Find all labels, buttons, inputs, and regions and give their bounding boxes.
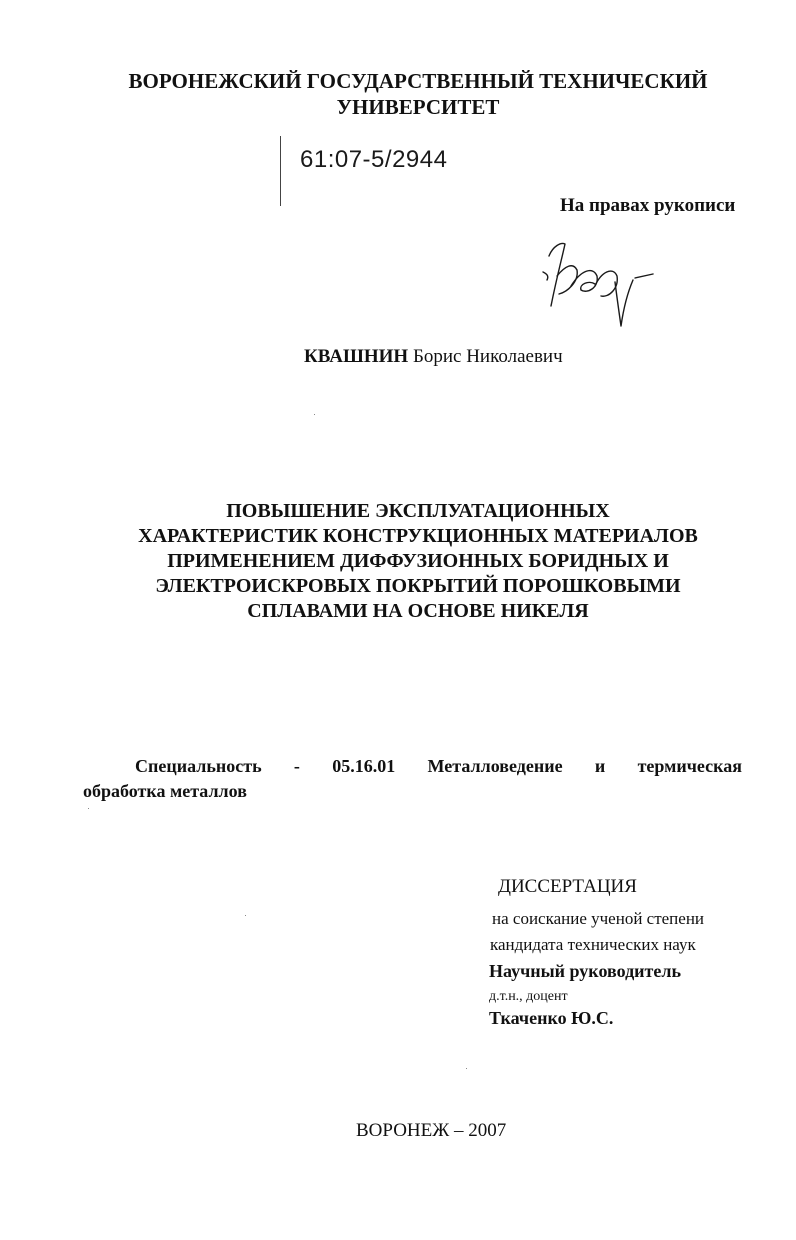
scan-speck	[314, 414, 315, 415]
supervisor-title: д.т.н., доцент	[489, 989, 568, 1004]
signature-image	[535, 236, 675, 332]
supervisor-label: Научный руководитель	[489, 961, 681, 981]
specialty-label: Специальность	[135, 756, 262, 776]
title-line: ЭЛЕКТРОИСКРОВЫХ ПОКРЫТИЙ ПОРОШКОВЫМИ	[155, 575, 681, 597]
university-line-1: ВОРОНЕЖСКИЙ ГОСУДАРСТВЕННЫЙ ТЕХНИЧЕСКИЙ	[128, 69, 708, 93]
scan-speck	[245, 915, 246, 916]
author-given-names: Борис Николаевич	[412, 346, 563, 367]
rights-note: На правах рукописи	[560, 195, 736, 216]
specialty-word: Металловедение	[427, 756, 563, 776]
code-divider	[280, 136, 281, 206]
dissertation-type: ДИССЕРТАЦИЯ	[498, 876, 637, 897]
specialty-dash: -	[293, 756, 300, 776]
title-line: СПЛАВАМИ НА ОСНОВЕ НИКЕЛЯ	[247, 600, 589, 622]
scan-speck	[466, 1068, 467, 1069]
thesis-title	[60, 499, 776, 624]
university-name	[60, 68, 776, 120]
specialty-line	[135, 756, 742, 777]
specialty-line-2: обработка металлов	[83, 781, 247, 801]
degree-line-2: кандидата технических наук	[490, 935, 696, 954]
title-line: ПОВЫШЕНИЕ ЭКСПЛУАТАЦИОННЫХ	[226, 500, 610, 522]
title-line: ПРИМЕНЕНИЕМ ДИФФУЗИОННЫХ БОРИДНЫХ И	[167, 550, 669, 572]
specialty-word: термическая	[637, 756, 742, 776]
author-name	[304, 346, 563, 368]
scan-speck	[88, 808, 89, 809]
supervisor-name: Ткаченко Ю.С.	[489, 1008, 614, 1028]
degree-line-1: на соискание ученой степени	[492, 909, 705, 928]
university-line-2: УНИВЕРСИТЕТ	[336, 95, 500, 119]
library-code: 61:07-5/2944	[300, 146, 448, 173]
specialty-word: и	[594, 756, 606, 776]
specialty-code: 05.16.01	[332, 756, 396, 776]
title-line: ХАРАКТЕРИСТИК КОНСТРУКЦИОННЫХ МАТЕРИАЛОВ	[138, 525, 698, 547]
city-year: ВОРОНЕЖ – 2007	[356, 1120, 507, 1141]
author-surname: КВАШНИН	[304, 346, 409, 367]
